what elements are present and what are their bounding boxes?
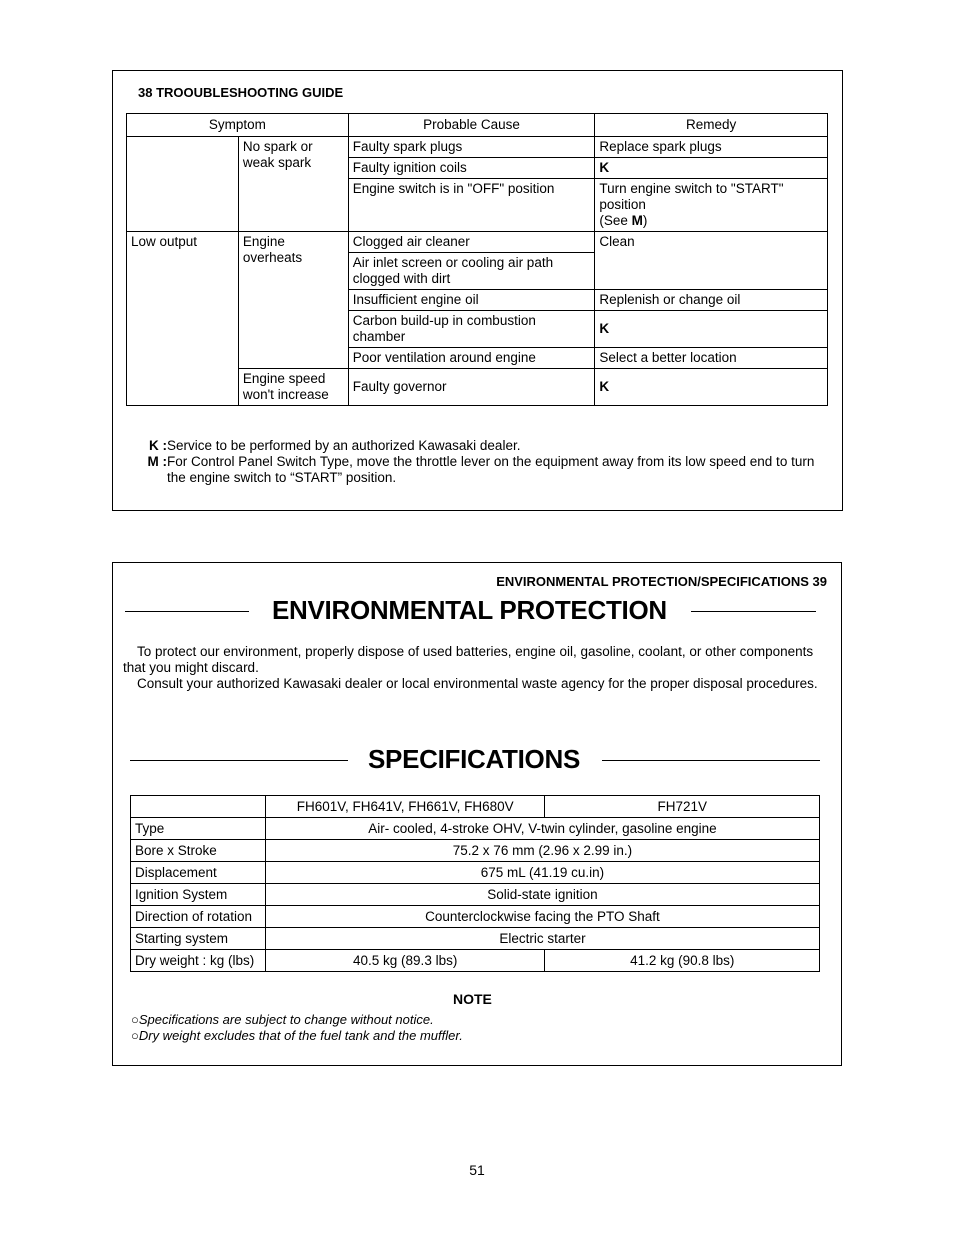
- spec-label: Dry weight : kg (lbs): [131, 950, 266, 972]
- troubleshooting-notes: [138, 438, 823, 486]
- table-row: [131, 818, 820, 840]
- spec-label: Displacement: [131, 862, 266, 884]
- environmental-paragraph-2: Consult your authorized Kawasaki dealer or local environmental waste agency for the proper disposal procedures.: [137, 676, 818, 691]
- remedy-see-end: ): [642, 213, 648, 228]
- cause-cell: Air inlet screen or cooling air path clogged with dirt: [348, 253, 595, 290]
- table-row: [127, 137, 828, 158]
- page-header-right: ENVIRONMENTAL PROTECTION/SPECIFICATIONS 39: [496, 574, 827, 589]
- spec-label: Type: [131, 818, 266, 840]
- remedy-cell: K: [595, 311, 828, 348]
- environmental-paragraph-1: To protect our environment, properly dispose of used batteries, engine oil, gasoline, coolant, or other components that you might discard.: [123, 644, 814, 675]
- spec-note-2: ○Dry weight excludes that of the fuel tank and the muffler.: [131, 1028, 463, 1043]
- sub-symptom-no-spark: No spark or weak spark: [238, 137, 348, 232]
- spec-value: Electric starter: [265, 928, 819, 950]
- specifications-table: [130, 795, 820, 972]
- spec-rule-right: [602, 760, 820, 761]
- spec-label: Direction of rotation: [131, 906, 266, 928]
- note-m-label: M :: [147, 454, 167, 469]
- table-row: [131, 928, 820, 950]
- cause-cell: Faulty ignition coils: [348, 158, 595, 179]
- spec-label: Ignition System: [131, 884, 266, 906]
- spec-header-models: FH601V, FH641V, FH661V, FH680V: [265, 796, 545, 818]
- spec-value: 675 mL (41.19 cu.in): [265, 862, 819, 884]
- troubleshooting-panel: [112, 70, 843, 511]
- spec-header-fh721v: FH721V: [545, 796, 820, 818]
- note-k: [138, 438, 823, 454]
- spec-rule-left: [130, 760, 348, 761]
- spec-value: 41.2 kg (90.8 lbs): [545, 950, 820, 972]
- remedy-see: (See: [599, 213, 632, 228]
- cause-cell: Faulty governor: [348, 369, 595, 406]
- remedy-text: Turn engine switch to "START" position: [599, 181, 784, 212]
- heading-rule-right: [691, 611, 816, 612]
- symptom-empty-cell: [127, 137, 239, 232]
- spec-value: 40.5 kg (89.3 lbs): [265, 950, 545, 972]
- spec-note-1: ○Specifications are subject to change without notice.: [131, 1012, 434, 1027]
- specifications-heading: SPECIFICATIONS: [368, 744, 581, 774]
- heading-rule-left: [125, 611, 249, 612]
- spec-value: Air- cooled, 4-stroke OHV, V-twin cylinder, gasoline engine: [265, 818, 819, 840]
- header-symptom: Symptom: [127, 114, 349, 137]
- remedy-cell: Replace spark plugs: [595, 137, 828, 158]
- note-title: NOTE: [453, 991, 492, 1007]
- table-header-row: [127, 114, 828, 137]
- remedy-cell: [595, 179, 828, 232]
- environmental-heading: ENVIRONMENTAL PROTECTION: [272, 595, 667, 625]
- table-row: [131, 884, 820, 906]
- remedy-cell: K: [595, 158, 828, 179]
- sub-symptom-speed: Engine speed won't increase: [238, 369, 348, 406]
- cause-cell: Carbon build-up in combustion chamber: [348, 311, 595, 348]
- sub-symptom-overheats: Engine overheats: [238, 232, 348, 369]
- troubleshooting-title: 38 TROOUBLESHOOTING GUIDE: [138, 85, 344, 100]
- cause-cell: Insufficient engine oil: [348, 290, 595, 311]
- remedy-cell: Select a better location: [595, 348, 828, 369]
- note-k-label: K :: [149, 438, 167, 453]
- table-row: [131, 950, 820, 972]
- remedy-see-mark: M: [631, 213, 643, 228]
- cause-cell: Clogged air cleaner: [348, 232, 595, 253]
- spec-value: Solid-state ignition: [265, 884, 819, 906]
- cause-cell: Faulty spark plugs: [348, 137, 595, 158]
- spec-header-empty: [131, 796, 266, 818]
- note-m-text: For Control Panel Switch Type, move the throttle lever on the equipment away from its low speed end to turn the engine switch to “START” position.: [167, 454, 815, 485]
- table-row: [131, 906, 820, 928]
- page-number: 51: [469, 1162, 485, 1178]
- remedy-cell: Replenish or change oil: [595, 290, 828, 311]
- spec-label: Bore x Stroke: [131, 840, 266, 862]
- table-row: [131, 862, 820, 884]
- spec-header-row: [131, 796, 820, 818]
- troubleshooting-table: [126, 113, 828, 406]
- spec-value: Counterclockwise facing the PTO Shaft: [265, 906, 819, 928]
- header-cause: Probable Cause: [348, 114, 595, 137]
- table-row: [131, 840, 820, 862]
- cause-cell: Poor ventilation around engine: [348, 348, 595, 369]
- symptom-main-cell: Low output: [127, 232, 239, 406]
- remedy-cell: K: [595, 369, 828, 406]
- header-remedy: Remedy: [595, 114, 828, 137]
- note-m: [138, 454, 823, 486]
- note-k-text: Service to be performed by an authorized Kawasaki dealer.: [167, 438, 521, 453]
- table-row: [127, 232, 828, 253]
- cause-cell: Engine switch is in "OFF" position: [348, 179, 595, 232]
- environment-spec-panel: [112, 562, 842, 1066]
- remedy-cell: Clean: [595, 232, 828, 290]
- spec-label: Starting system: [131, 928, 266, 950]
- spec-value: 75.2 x 76 mm (2.96 x 2.99 in.): [265, 840, 819, 862]
